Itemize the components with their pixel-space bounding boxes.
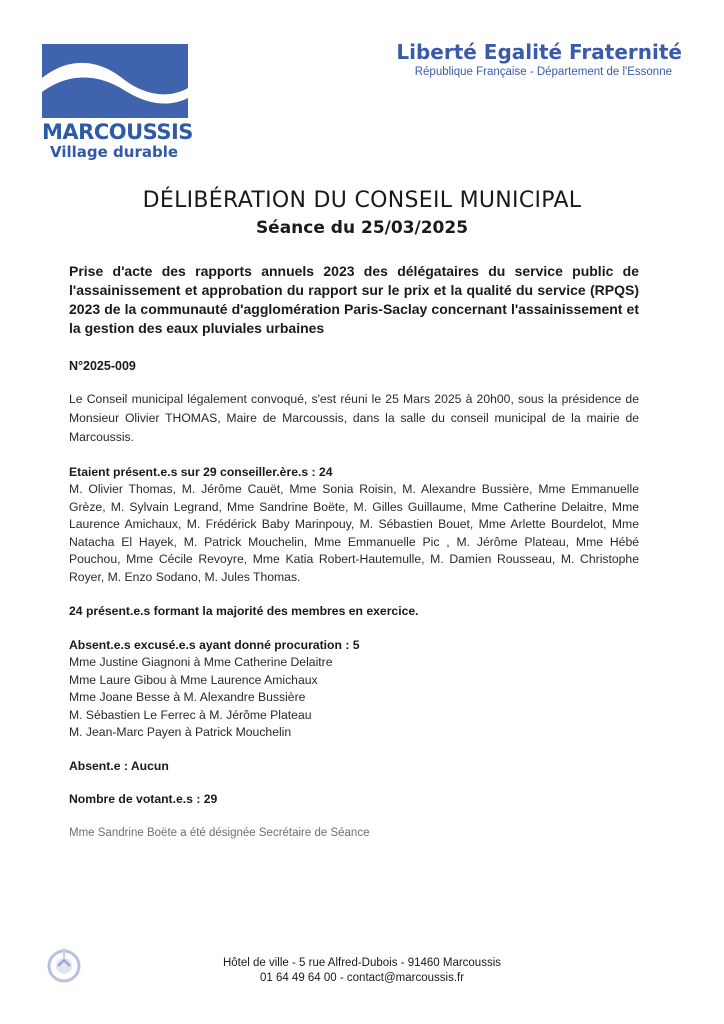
deliberation-number: N°2025-009 [69, 359, 136, 373]
republic-motto-block [396, 40, 682, 80]
present-heading: Etaient présent.e.s sur 29 conseiller.ère.s : 24 [69, 465, 333, 479]
absent-statement: Absent.e : Aucun [69, 758, 169, 773]
proxy-item: Mme Laure Gibou à Mme Laurence Amichaux [69, 672, 318, 687]
proxy-item: Mme Justine Giagnoni à Mme Catherine Delaitre [69, 655, 333, 669]
proxy-list [69, 654, 639, 742]
logo-tagline: Village durable [50, 143, 179, 161]
recycle-icon [44, 944, 84, 984]
present-members-list: M. Olivier Thomas, M. Jérôme Cauët, Mme Sonia Roisin, M. Alexandre Bussière, Mme Emmanuelle Grèze, M. Sylvain Legrand, Mme Sandrine Boëte, M. Gilles Guillaume, Mme Catherine Delaitre, Mme Laurence Amichaux, M. Frédérick Baby Marinpouy, M. Sébastien Bouet, Mme Arlette Bourdelot, Mme Natacha El Hayek, M. Patrick Mouchelin, Mme Emmanuelle Pic , M. Jérôme Plateau, Mme Hébé Pouchou, Mme Cécile Revoyre, Mme Katia Robert-Hautemulle, M. Damien Rousseau, M. Christophe Royer, M. Enzo Sodano, M. Jules Thomas. [69, 482, 639, 584]
session-date: Séance du 25/03/2025 [255, 218, 469, 238]
proxy-item: Mme Joane Besse à M. Alexandre Bussière [69, 690, 306, 704]
logo-wave-emblem [42, 44, 188, 118]
proxy-item: M. Sébastien Le Ferrec à M. Jérôme Plateau [69, 707, 312, 722]
footer-address: Hôtel de ville - 5 rue Alfred-Dubois - 91460 Marcoussis [222, 957, 502, 969]
republic-subtitle: République Française - Département de l'Essonne [414, 66, 672, 78]
voters-count: Nombre de votant.e.s : 29 [69, 791, 218, 806]
proxy-heading: Absent.e.s excusé.e.s ayant donné procuration : 5 [69, 638, 360, 652]
municipal-logo [42, 44, 193, 161]
proxy-item: M. Jean-Marc Payen à Patrick Mouchelin [69, 725, 292, 739]
page-footer [150, 956, 574, 986]
secretary-note: Mme Sandrine Boëte a été désignée Secrétaire de Séance [69, 826, 370, 839]
intro-paragraph: Le Conseil municipal légalement convoqué, s'est réuni le 25 Mars 2025 à 20h00, sous la présidence de Monsieur Olivier THOMAS, Maire de Marcoussis, dans la salle du conseil municipal de la mairie de Marcoussis. [69, 392, 639, 444]
majority-statement: 24 présent.e.s formant la majorité des membres en exercice. [69, 604, 419, 618]
deliberation-subject: Prise d'acte des rapports annuels 2023 des délégataires du service public de l'assainissement et approbation du rapport sur le prix et la qualité du service (RPQS) 2023 de la communauté d'agglomération Paris-Saclay concernant l'assainissement et la gestion des eaux pluviales urbaines [69, 263, 639, 336]
logo-name: MARCOUSSIS [42, 120, 193, 144]
document-title: DÉLIBÉRATION DU CONSEIL MUNICIPAL [142, 188, 582, 213]
footer-contact: 01 64 49 64 00 - contact@marcoussis.fr [259, 972, 465, 984]
republic-motto: Liberté Egalité Fraternité [396, 40, 682, 64]
document-body [69, 262, 639, 841]
